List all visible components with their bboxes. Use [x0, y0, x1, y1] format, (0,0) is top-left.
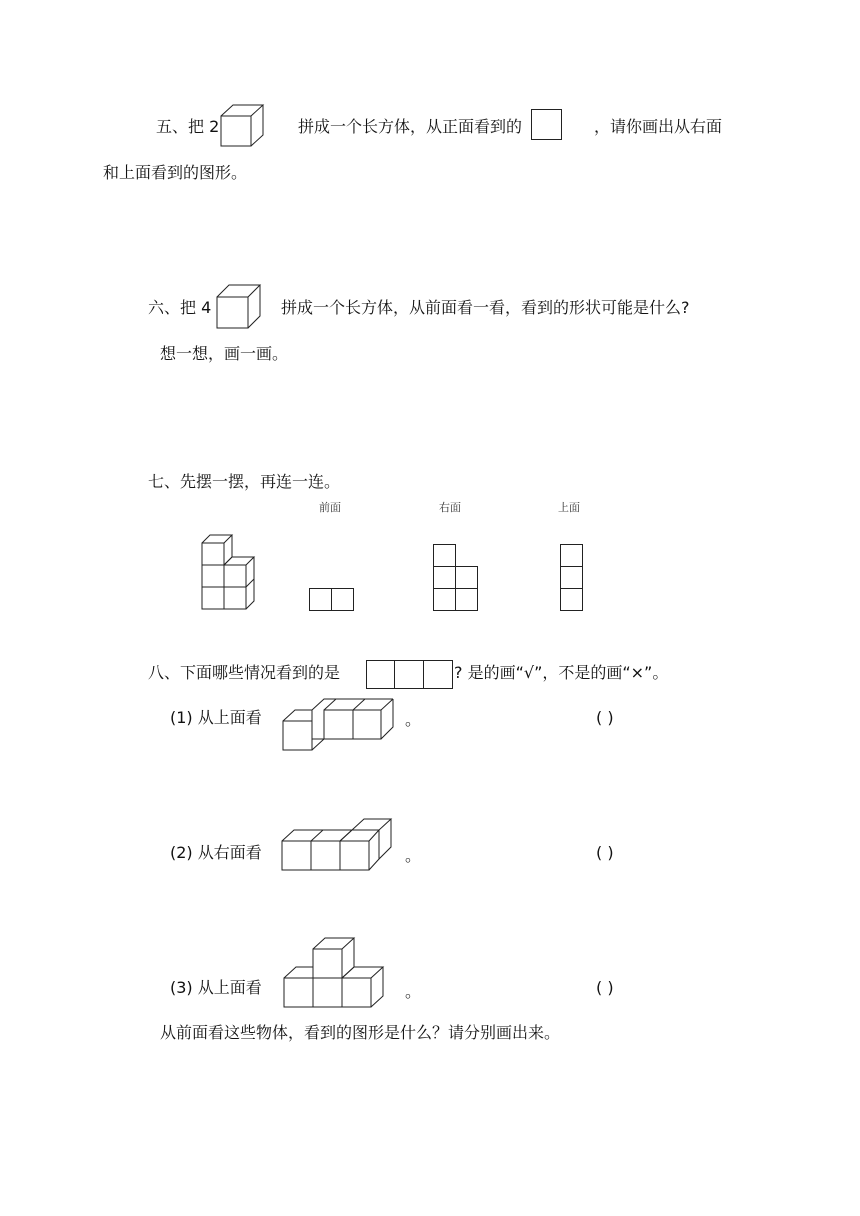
q8-item2-label: (2) 从右面看 [170, 843, 262, 862]
label-front: 前面 [319, 501, 341, 514]
q8-item3-label: (3) 从上面看 [170, 978, 262, 997]
q5-line2: 和上面看到的图形。 [103, 163, 248, 182]
q7-title: 七、先摆一摆，再连一连。 [148, 472, 341, 491]
q6-prefix: 六、把 4 [148, 298, 212, 317]
q8-item3-end: 。 [405, 982, 422, 1001]
q8-prefix: 八、下面哪些情况看到的是 [148, 663, 341, 682]
q6-mid: 拼成一个长方体，从前面看一看，看到的形状可能是什么? [281, 298, 690, 317]
square-shape [531, 109, 563, 141]
label-top: 上面 [558, 501, 580, 514]
cube-stack-3d [201, 534, 259, 612]
q5-mid: 拼成一个长方体，从正面看到的 [298, 117, 523, 136]
cube-icon [216, 284, 262, 330]
q6-line2: 想一想，画一画。 [160, 344, 289, 363]
cube-shape-3 [283, 937, 385, 1009]
top-view-shape [560, 544, 584, 612]
answer-box-3[interactable]: ( ) [596, 978, 614, 997]
label-right: 右面 [439, 501, 461, 514]
three-square-shape [366, 660, 454, 690]
cube-shape-1 [282, 698, 394, 752]
q8-item1-label: (1) 从上面看 [170, 708, 262, 727]
right-view-shape [433, 544, 479, 612]
q5-prefix: 五、把 2 [156, 117, 220, 136]
q8-suffix: ? 是的画“√”，不是的画“×”。 [454, 663, 669, 682]
q8-item1-end: 。 [405, 710, 422, 729]
cube-icon [220, 104, 264, 148]
answer-box-1[interactable]: ( ) [596, 708, 614, 727]
front-view-shape [309, 588, 355, 612]
q8-footer: 从前面看这些物体，看到的图形是什么？请分别画出来。 [160, 1023, 561, 1042]
answer-box-2[interactable]: ( ) [596, 843, 614, 862]
cube-shape-2 [281, 818, 393, 872]
q5-suffix: ，请你画出从右面 [594, 117, 723, 136]
q8-item2-end: 。 [405, 846, 422, 865]
